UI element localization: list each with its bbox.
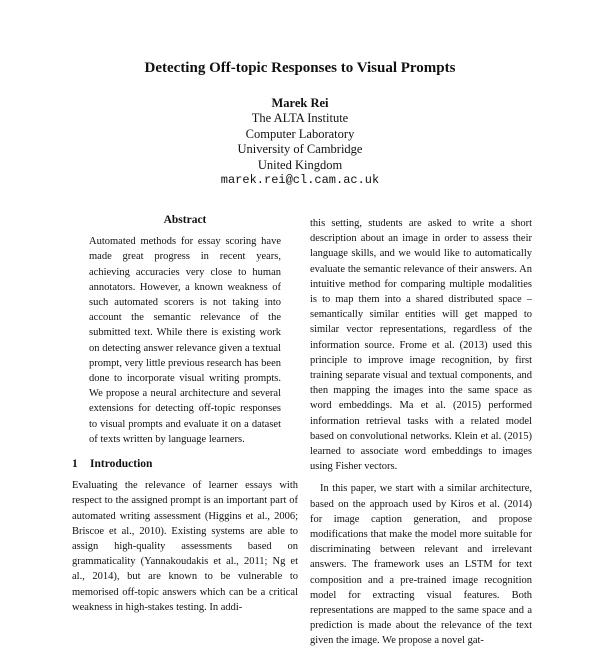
section-heading [72,457,298,472]
affiliation-line: Computer Laboratory [245,126,355,141]
affiliation-line: University of Cambridge [237,142,363,157]
author-block [0,96,600,188]
abstract-body: Automated methods for essay scoring have made great progress in recent years, achieving accuracies very close to human annotators. However, a known weakness of such automated scorers is not taking into account the semantic relevance of the submitted text. While there is existing work on detecting answer relevance given a textual prompt, very little previous research has been done to incorporate visual writing prompts. We propose a neural architecture and several extensions for detecting off-topic responses to visual prompts and evaluate it on a dataset of texts written by language learners. [89,236,281,445]
intro-paragraph: Evaluating the relevance of learner essays with respect to the assigned prompt is an important part of automated writing assessment (Higgins et al., 2006; Briscoe et al., 2010). Existing systems are able to assign high-quality assessments based on grammaticality (Yannakoudakis et al., 2011; Ng et al., 2014), but are known to be vulnerable to memorised off-topic answers which can be a critical weakness in high-stakes testing. In addi- [72,480,298,613]
intro-paragraph-continued: this setting, students are asked to write a short description about an image in order to assess their language skills, and we would like to automatically evaluate the semantic relevance of their answers. An intuitive method for comparing multiple modalities is to map them into a shared distributed space – semantically similar entities will get mapped to similar vector representations, regardless of the information source. Frome et al. (2013) used this principle to improve image recognition, by first training separate visual and textual components, and then mapping the images into the same space as word embeddings. Ma et al. (2015) performed information retrieval tasks with a related model based on convolutional networks. Klein et al. (2015) learned to associate word embeddings to images using Fisher vectors. [310,218,532,473]
affiliation-line: The ALTA Institute [251,111,349,126]
author-email: marek.rei@cl.cam.ac.uk [220,173,380,188]
affiliation-line: United Kingdom [257,157,343,172]
paper-title: Detecting Off-topic Responses to Visual Prompts [144,60,456,76]
author-name: Marek Rei [271,96,329,110]
section-title: Introduction [90,458,153,471]
left-column [72,213,298,615]
abstract-heading: Abstract [163,214,207,226]
right-column [310,216,532,649]
intro-paragraph: In this paper, we start with a similar architecture, based on the approach used by Kiros et al. (2014) for image caption generation, and propose modifications that make the model more suitable for discriminating between relevant and irrelevant answers. The framework uses an LSTM for text composition and a pre-trained image recognition model for extracting visual features. Both representations are mapped to the same space and a prediction is made about the relevance of the text given the image. We propose a novel gat- [310,483,532,647]
section-number: 1 [72,458,78,471]
